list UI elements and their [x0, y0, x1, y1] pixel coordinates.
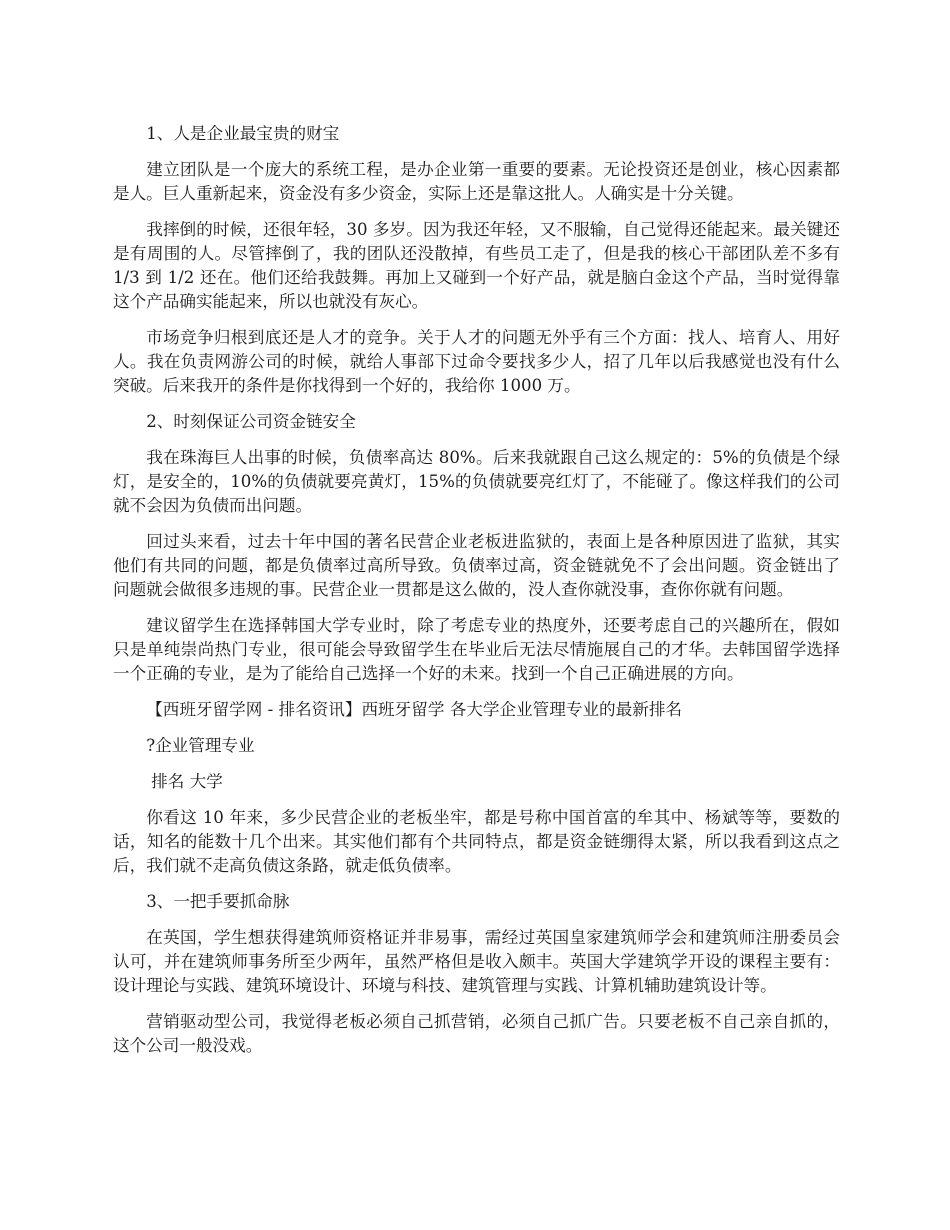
section-heading-1: 1、人是企业最宝贵的财宝	[146, 124, 340, 143]
section-heading-2: 2、时刻保证公司资金链安全	[146, 412, 356, 431]
document-body	[113, 122, 840, 1070]
ranking-header: 排名 大学	[151, 772, 223, 791]
paragraph: 你看这 10 年来，多少民营企业的老板坐牢，都是号称中国首富的牟其中、杨斌等等，要数的话，知名的能数十几个出来。其实他们都有个共同特点，都是资金链绷得太紧，所以我看到这点之后，我们就不走高负债这条路，就走低负债率。	[113, 808, 840, 875]
paragraph: 建议留学生在选择韩国大学专业时，除了考虑专业的热度外，还要考虑自己的兴趣所在，假如只是单纯崇尚热门专业，很可能会导致留学生在毕业后无法尽情施展自己的才华。去韩国留学选择一个正确的专业，是为了能给自己选择一个好的未来。找到一个自己正确进展的方向。	[113, 616, 840, 683]
major-label: ?企业管理专业	[146, 736, 255, 755]
paragraph: 市场竞争归根到底还是人才的竞争。关于人才的问题无外乎有三个方面：找人、培育人、用好人。我在负责网游公司的时候，就给人事部下过命令要找多少人，招了几年以后我感觉也没有什么突破。后来我开的条件是你找得到一个好的，我给你 1000 万。	[113, 328, 840, 395]
paragraph: 建立团队是一个庞大的系统工程，是办企业第一重要的要素。无论投资还是创业，核心因素都是人。巨人重新起来，资金没有多少资金，实际上还是靠这批人。人确实是十分关键。	[113, 160, 840, 203]
paragraph: 回过头来看，过去十年中国的著名民营企业老板进监狱的，表面上是各种原因进了监狱，其实他们有共同的问题，都是负债率过高所导致。负债率过高，资金链就免不了会出问题。资金链出了问题就会做很多违规的事。民营企业一贯都是这么做的，没人查你就没事，查你你就有问题。	[113, 532, 840, 599]
paragraph: 营销驱动型公司，我觉得老板必须自己抓营销，必须自己抓广告。只要老板不自己亲自抓的，这个公司一般没戏。	[113, 1012, 840, 1055]
section-heading-3: 3、一把手要抓命脉	[146, 892, 290, 911]
paragraph: 我摔倒的时候，还很年轻，30 多岁。因为我还年轻，又不服输，自己觉得还能起来。最关键还是有周围的人。尽管摔倒了，我的团队还没散掉，有些员工走了，但是我的核心干部团队差不多有 1/3 到 1/2 还在。他们还给我鼓舞。再加上又碰到一个好产品，就是脑白金这个产品，当时觉得靠这个产品确实能起来，所以也就没有灰心。	[113, 220, 840, 311]
ranking-notice: 【西班牙留学网 - 排名资讯】西班牙留学 各大学企业管理专业的最新排名	[146, 700, 683, 719]
paragraph: 在英国，学生想获得建筑师资格证并非易事，需经过英国皇家建筑师学会和建筑师注册委员会认可，并在建筑师事务所至少两年，虽然严格但是收入颇丰。英国大学建筑学开设的课程主要有：设计理论与实践、建筑环境设计、环境与科技、建筑管理与实践、计算机辅助建筑设计等。	[113, 928, 840, 995]
paragraph: 我在珠海巨人出事的时候，负债率高达 80%。后来我就跟自己这么规定的：5%的负债是个绿灯，是安全的，10%的负债就要亮黄灯，15%的负债就要亮红灯了，不能碰了。像这样我们的公司就不会因为负债而出问题。	[113, 448, 840, 515]
